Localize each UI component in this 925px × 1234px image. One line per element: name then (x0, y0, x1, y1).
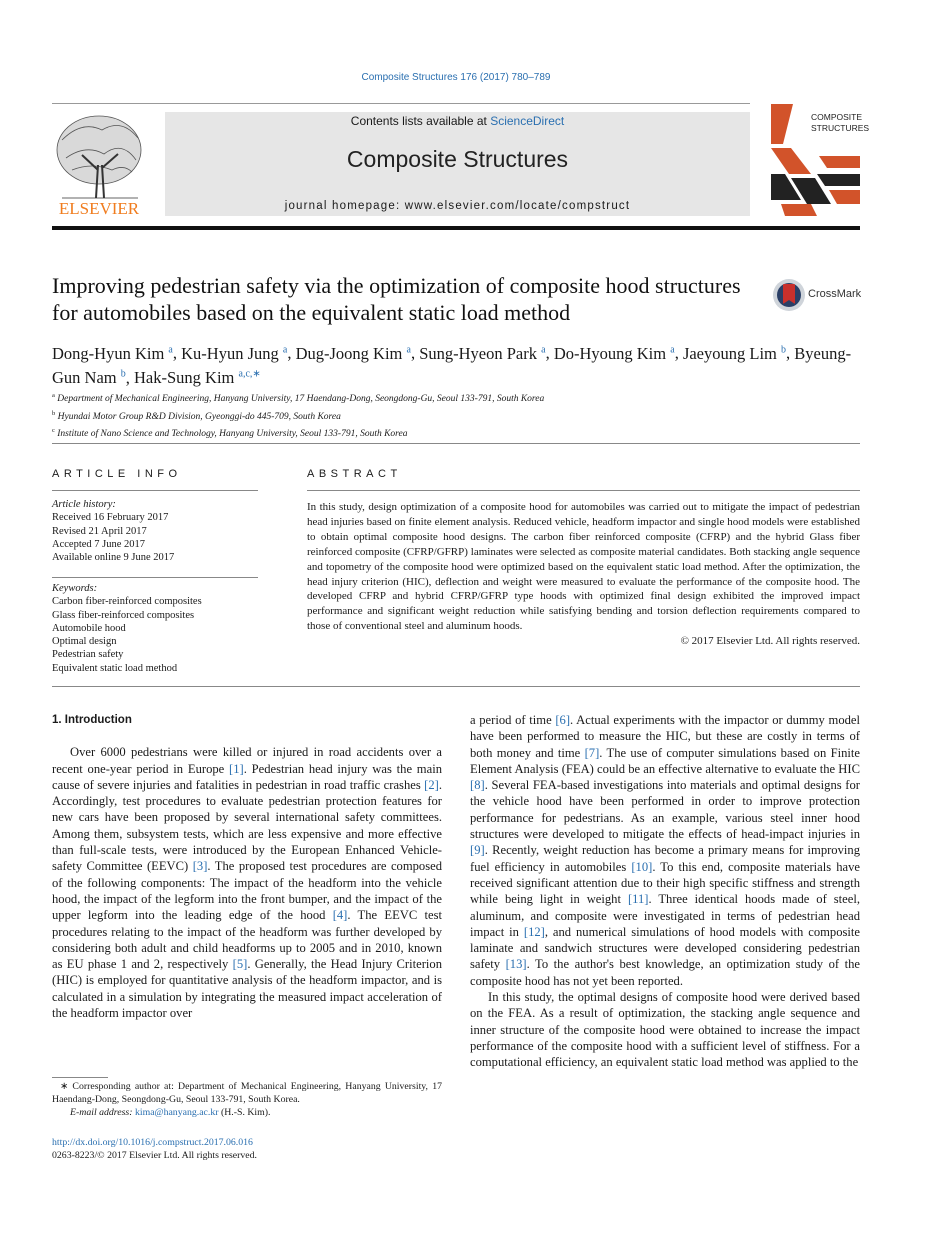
keyword: Equivalent static load method (52, 662, 178, 674)
citation-link[interactable]: [10] (631, 859, 653, 874)
history-item: Received 16 February 2017 (52, 512, 169, 524)
citation-link[interactable]: [9] (470, 843, 485, 858)
section-rule (52, 443, 860, 444)
section-rule-2 (52, 686, 860, 687)
intro-paragraph: In this study, the optimal designs of composite hood were derived based on the FEA. As a result of optimization, the stacking angle sequence and inner structure of the composite hood were obtained to increase the impact performance of the composite hood with a sufficient level of stiffness. For a computational efficiency, an equivalent static load method was applied to the (470, 990, 860, 1070)
author: Sung-Hyeon Park $^a$ (419, 343, 546, 363)
affiliation: $^a$ Department of Mechanical Engineering, Hanyang University, 17 Haendang-Dong, Seongdong-Gu, Seoul 133-791, South Korea (52, 392, 545, 405)
keyword: Optimal design (52, 636, 117, 648)
crossmark-label: CrossMark (808, 288, 862, 300)
citation-link[interactable]: [12] (523, 924, 545, 939)
cover-title-line-1: COMPOSITE (811, 112, 863, 122)
homepage-link[interactable]: www.elsevier.com/locate/compstruct (404, 200, 631, 212)
body-right-column (470, 712, 860, 1071)
author: Dong-Hyun Kim $^a$ (52, 343, 173, 363)
author: Dug-Joong Kim $^a$ (295, 343, 411, 363)
abstract-rule (307, 490, 860, 491)
keywords: Keywords: Carbon fiber-reinforced composites Glass fiber-reinforced composites Automobile hood Optimal design Pedestrian safety Equivalent static load method (52, 582, 262, 675)
footnote-email: E-mail address: kima@hanyang.ac.kr (H.-S. Kim). (70, 1107, 271, 1118)
citation-link[interactable]: [4] (332, 908, 348, 923)
keyword: Carbon fiber-reinforced composites (52, 596, 202, 608)
sciencedirect-link[interactable]: ScienceDirect (490, 114, 565, 128)
citation-link[interactable]: [5] (232, 957, 248, 972)
footnote-doi-block (52, 1136, 442, 1162)
footnote-rule (52, 1077, 108, 1078)
crossmark-icon (772, 278, 806, 312)
author-list: Dong-Hyun Kim $^a$, Ku-Hyun Jung $^a$, Dug-Joong Kim $^a$, Sung-Hyeon Park $^a$, Do-Hyoung Kim $^a$, Jaeyoung Lim $^b$, Byeung-Gun Nam $^b$, Hak-Sung Kim $^{a,c,∗}$ (52, 343, 852, 387)
abstract-heading: ABSTRACT (307, 468, 402, 480)
abstract-copyright: © 2017 Elsevier Ltd. All rights reserved. (680, 635, 860, 648)
keywords-rule (52, 577, 258, 578)
author: Byeung-Gun Nam $^b$ (52, 343, 852, 387)
article-history: Article history: Received 16 February 2017 Revised 21 April 2017 Accepted 7 June 2017 Available online 9 June 2017 (52, 498, 258, 564)
citation-link[interactable]: [11] (627, 892, 649, 907)
body-left-column (52, 712, 442, 1021)
citation-link[interactable]: [1] (229, 761, 244, 776)
citation-link[interactable]: [8] (470, 778, 485, 793)
article-info-rule (52, 490, 258, 491)
author: Ku-Hyun Jung $^a$ (181, 343, 288, 363)
history-item: Revised 21 April 2017 (52, 525, 147, 537)
journal-homepage: journal homepage: www.elsevier.com/locate/compstruct (284, 200, 631, 212)
journal-title: Composite Structures (346, 146, 569, 172)
journal-cover-thumbnail[interactable] (771, 104, 870, 216)
issn-line: 0263-8223/© 2017 Elsevier Ltd. All rights reserved. (52, 1150, 257, 1161)
footnote-corresponding: ∗ Corresponding author at: Department of Mechanical Engineering, Hanyang University, 17 Haendang-Dong, Seongdong-Gu, Seoul 133-791, South Korea. E-mail address: kima@hanyang.ac.kr (H.-S. Kim). (52, 1081, 442, 1118)
crossmark-badge[interactable] (772, 278, 862, 312)
affiliation: $^b$ Hyundai Motor Group R&D Division, Gyeonggi-do 445-709, South Korea (52, 409, 341, 422)
intro-paragraph: Over 6000 pedestrians were killed or injured in road accidents over a recent one-year period in Europe [1]. Pedestrian head injury was the main cause of severe injuries and fatalities in pedestrian in road traffic crashes [2]. Accordingly, test procedures to evaluate pedestrian protection features for new cars have been proposed by several international safety committees. Among them, subsystem tests, which are less expensive and more effective than full-scale tests, were introduced by the European Enhanced Vehicle-safety Committee (EEVC) [3]. The proposed test procedures are composed of the following components: The impact of the headform into the vehicle hood, the impact of the legform into the front bumper, and the impact of the upper legform into the leading edge of the hood [4]. The EEVC test procedures relating to the impact of the headform was further developed by considering both adult and child headforms up to 2005 and in 2010, known as EU phase 1 and 2, respectively [5]. Generally, the Head Injury Criterion (HIC) is employed for quantitative analysis of the headform impactor, and is calculated in a simulation by integrating the measured impact acceleration of the headform impactor over (52, 745, 443, 1021)
author: Jaeyoung Lim $^b$ (682, 343, 787, 363)
journal-reference[interactable]: Composite Structures 176 (2017) 780–789 (361, 72, 551, 83)
affiliation: $^c$ Institute of Nano Science and Technology, Hanyang University, Seoul 133-791, South Korea (52, 427, 408, 440)
cover-title-line-2: STRUCTURES (811, 123, 870, 133)
citation-link[interactable]: [13] (505, 957, 527, 972)
affiliations (52, 389, 752, 442)
history-item: Available online 9 June 2017 (52, 552, 175, 564)
abstract-body: In this study, design optimization of a composite hood for automobiles was carried out to mitigate the impact of pedestrian head injuries based on finite element analysis. Reduced vehicle, headform impactor and single hood models were established to obtain optimal composite hood designs. The carbon fiber reinforced composite (CFRP) and the hybrid Glass fiber reinforced composite (CFRP/GFRP) laminates were selected as composite material candidates. Both stacking angle sequence and topometry of the composite hood were optimized based on the equivalent static load method. After the optimization, the head injury criterion (HIC), deflection and weight were measured to evaluate the performance of the composite hood. The developed CFRP and hybrid CFRP/GFRP type hoods with optimized final design exhibited the improved impact performance and significant weight reduction while satisfying bending and torsion deflection requirements compared to those of conventional steel and aluminum hoods. © 2017 Elsevier Ltd. All rights reserved. (307, 501, 860, 648)
author: Do-Hyoung Kim $^a$ (553, 343, 675, 363)
keyword: Glass fiber-reinforced composites (52, 609, 195, 621)
header-top-rule (52, 103, 750, 104)
keyword: Pedestrian safety (52, 649, 124, 661)
contents-line: Contents lists available at ScienceDirect (350, 114, 565, 128)
history-item: Accepted 7 June 2017 (52, 538, 146, 550)
citation-link[interactable]: [6] (555, 713, 571, 727)
author: Hak-Sung Kim $^{a,c,∗}$ (134, 368, 261, 387)
email-link[interactable]: kima@hanyang.ac.kr (134, 1107, 219, 1118)
elsevier-wordmark: ELSEVIER (58, 199, 140, 218)
elsevier-tree-logo (52, 110, 147, 218)
article-info-heading: ARTICLE INFO (52, 468, 182, 480)
section-heading-introduction: 1. Introduction (52, 714, 132, 726)
intro-paragraph: a period of time [6]. Actual experiments with the impactor or dummy model have been performed to measure the HIC, but these are costly in terms of both money and time [7]. The use of computer simulations based on Finite Element Analysis (FEA) could be an effective alternative to evaluate the HIC [8]. Several FEA-based investigations into materials and optimal designs for the vehicle hood have been performed in order to improve protection performance for pedestrians. As an example, various steel inner hood structures were developed to mitigate the effects of head-impact injuries in [9]. Recently, weight reduction has become a primary means for improving fuel efficiency in automobiles [10]. To this end, composite materials have received significant attention due to their high specific stiffness and strength while being light in weight [11]. Three identical hoods made of steel, aluminum, and composite were investigated in terms of pedestrian head impact in [12], and numerical simulations of hood models with composite laminate and sandwich structures were developed considering pedestrian safety [13]. To the author's best knowledge, an optimization study of the composite hood has not yet been reported. (470, 713, 861, 988)
citation-link[interactable]: [7] (584, 745, 600, 760)
doi-link[interactable]: http://dx.doi.org/10.1016/j.compstruct.2017.06.016 (52, 1137, 253, 1148)
keyword: Automobile hood (52, 622, 126, 634)
citation-link[interactable]: [2] (424, 777, 439, 792)
citation-link[interactable]: [3] (192, 859, 208, 874)
article-title: Improving pedestrian safety via the optimization of composite hood structures for automobiles based on the equivalent static load method (52, 273, 741, 325)
header-thick-rule (52, 226, 860, 230)
